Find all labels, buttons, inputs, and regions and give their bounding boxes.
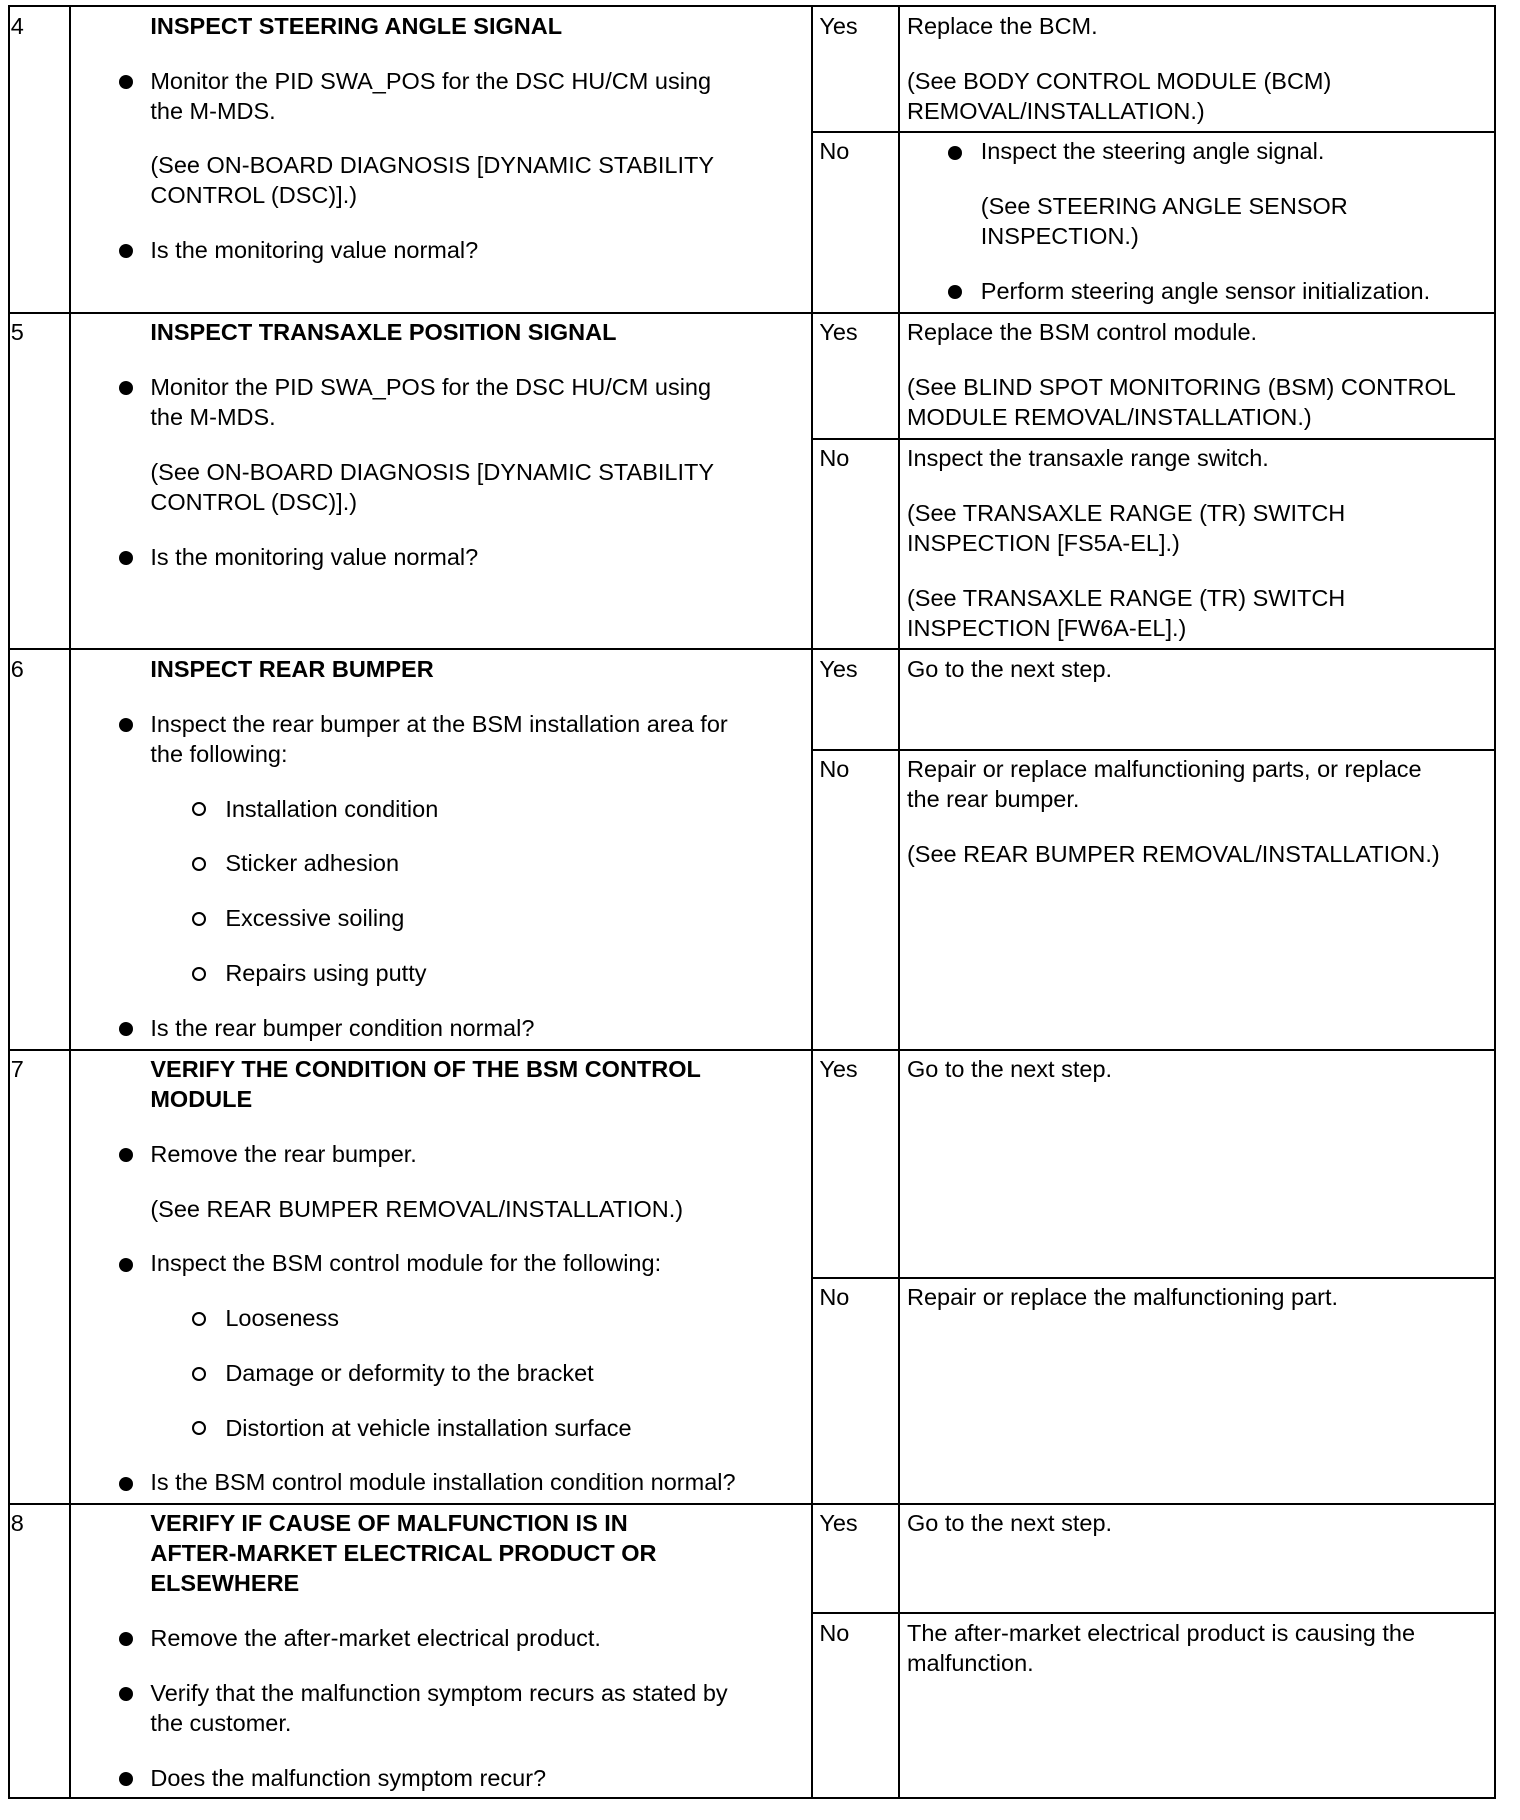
table-rule xyxy=(811,749,1496,751)
bullet-text: the M-MDS. xyxy=(150,404,276,431)
yes-label: Yes xyxy=(819,656,858,683)
step-number: 5 xyxy=(10,319,24,346)
no-action-text: Inspect the transaxle range switch. xyxy=(906,445,1269,472)
reference-note: INSPECTION.) xyxy=(980,223,1139,250)
bullet-text: Inspect the rear bumper at the BSM installation area for xyxy=(150,710,728,737)
sub-bullet-icon xyxy=(192,857,206,871)
bullet-icon xyxy=(948,146,962,160)
bullet-text: Is the BSM control module installation condition normal? xyxy=(150,1469,736,1496)
bullet-icon xyxy=(119,1022,133,1036)
reference-note: (See ON-BOARD DIAGNOSIS [DYNAMIC STABILITY xyxy=(150,458,715,485)
no-action-text: Perform steering angle sensor initialization. xyxy=(980,277,1431,304)
table-rule xyxy=(811,1612,1496,1614)
table-rule xyxy=(69,5,71,1799)
bullet-icon xyxy=(119,1772,133,1786)
step-heading: MODULE xyxy=(150,1086,253,1113)
yes-label: Yes xyxy=(819,1056,858,1083)
bullet-icon xyxy=(119,1477,133,1491)
bullet-icon xyxy=(119,1258,133,1272)
reference-note: (See STEERING ANGLE SENSOR xyxy=(980,193,1348,220)
bullet-text: Monitor the PID SWA_POS for the DSC HU/CM using xyxy=(150,67,712,94)
step-number: 4 xyxy=(10,12,24,39)
sub-bullet-icon xyxy=(192,1421,206,1435)
yes-action-text: Replace the BSM control module. xyxy=(906,319,1258,346)
yes-action-text: Replace the BCM. xyxy=(906,12,1098,39)
step-heading: ELSEWHERE xyxy=(150,1570,300,1597)
step-number: 8 xyxy=(10,1510,24,1537)
sub-item-text: Distortion at vehicle installation surface xyxy=(225,1414,632,1441)
yes-action-text: Go to the next step. xyxy=(906,1510,1113,1537)
table-rule xyxy=(898,5,900,1799)
no-label: No xyxy=(819,445,850,472)
bullet-icon xyxy=(948,285,962,299)
yes-action-text: Go to the next step. xyxy=(906,656,1113,683)
sub-bullet-icon xyxy=(192,1312,206,1326)
sub-item-text: Repairs using putty xyxy=(225,959,427,986)
no-action-text: The after-market electrical product is causing the xyxy=(906,1619,1416,1646)
table-rule xyxy=(8,1503,1497,1505)
bullet-text: the customer. xyxy=(150,1709,292,1736)
bullet-icon xyxy=(119,718,133,732)
table-rule xyxy=(8,1049,1497,1051)
bullet-icon xyxy=(119,1148,133,1162)
no-action-text: the rear bumper. xyxy=(906,786,1080,813)
bullet-icon xyxy=(119,381,133,395)
bullet-icon xyxy=(119,75,133,89)
step-heading: INSPECT TRANSAXLE POSITION SIGNAL xyxy=(150,319,617,346)
yes-label: Yes xyxy=(819,319,858,346)
bullet-text: Remove the after-market electrical product. xyxy=(150,1625,601,1652)
sub-item-text: Damage or deformity to the bracket xyxy=(225,1359,594,1386)
yes-action-text: Go to the next step. xyxy=(906,1056,1113,1083)
bullet-text: Monitor the PID SWA_POS for the DSC HU/CM using xyxy=(150,374,712,401)
no-action-text: INSPECTION [FW6A-EL].) xyxy=(906,614,1187,641)
sub-item-text: Installation condition xyxy=(225,795,439,822)
bullet-text: the M-MDS. xyxy=(150,97,276,124)
bullet-text: Is the monitoring value normal? xyxy=(150,237,479,264)
bullet-text: Does the malfunction symptom recur? xyxy=(150,1764,547,1791)
bullet-text: Is the rear bumper condition normal? xyxy=(150,1014,535,1041)
step-number: 7 xyxy=(10,1056,24,1083)
no-action-text: Repair or replace malfunctioning parts, or replace xyxy=(906,756,1422,783)
no-action-text: (See TRANSAXLE RANGE (TR) SWITCH xyxy=(906,584,1346,611)
table-rule xyxy=(8,5,1497,7)
reference-note: CONTROL (DSC)].) xyxy=(150,488,358,515)
reference-note: (See ON-BOARD DIAGNOSIS [DYNAMIC STABILITY xyxy=(150,152,715,179)
bullet-icon xyxy=(119,244,133,258)
sub-item-text: Sticker adhesion xyxy=(225,850,400,877)
step-heading: VERIFY IF CAUSE OF MALFUNCTION IS IN xyxy=(150,1510,628,1537)
step-heading: INSPECT REAR BUMPER xyxy=(150,656,434,683)
sub-bullet-icon xyxy=(192,967,206,981)
bullet-text: Verify that the malfunction symptom recurs as stated by xyxy=(150,1679,728,1706)
sub-bullet-icon xyxy=(192,912,206,926)
step-heading: INSPECT STEERING ANGLE SIGNAL xyxy=(150,12,563,39)
bullet-text: Is the monitoring value normal? xyxy=(150,543,479,570)
yes-action-text: MODULE REMOVAL/INSTALLATION.) xyxy=(906,404,1312,431)
step-number: 6 xyxy=(10,656,24,683)
bullet-icon xyxy=(119,1632,133,1646)
step-heading: VERIFY THE CONDITION OF THE BSM CONTROL xyxy=(150,1056,701,1083)
table-rule xyxy=(1494,5,1496,1799)
sub-bullet-icon xyxy=(192,802,206,816)
bullet-text: Remove the rear bumper. xyxy=(150,1140,417,1167)
table-rule xyxy=(8,312,1497,314)
sub-item-text: Looseness xyxy=(225,1305,339,1332)
no-label: No xyxy=(819,1284,850,1311)
sub-bullet-icon xyxy=(192,1367,206,1381)
yes-label: Yes xyxy=(819,1510,858,1537)
no-label: No xyxy=(819,1619,850,1646)
sub-item-text: Excessive soiling xyxy=(225,905,405,932)
yes-action-text: (See BODY CONTROL MODULE (BCM) xyxy=(906,67,1332,94)
no-action-text: INSPECTION [FS5A-EL].) xyxy=(906,529,1180,556)
table-rule xyxy=(811,438,1496,440)
table-rule xyxy=(8,1797,1497,1799)
reference-note: CONTROL (DSC)].) xyxy=(150,182,358,209)
yes-action-text: (See BLIND SPOT MONITORING (BSM) CONTROL xyxy=(906,374,1456,401)
table-rule xyxy=(8,648,1497,650)
no-label: No xyxy=(819,138,850,165)
table-rule xyxy=(811,131,1496,133)
bullet-icon xyxy=(119,551,133,565)
step-heading: AFTER-MARKET ELECTRICAL PRODUCT OR xyxy=(150,1540,657,1567)
no-action-text: (See TRANSAXLE RANGE (TR) SWITCH xyxy=(906,499,1346,526)
table-rule xyxy=(8,5,10,1799)
no-label: No xyxy=(819,756,850,783)
reference-note: (See REAR BUMPER REMOVAL/INSTALLATION.) xyxy=(150,1195,684,1222)
bullet-text: the following: xyxy=(150,740,288,767)
diagnostic-procedure-table xyxy=(8,8,1512,1818)
table-rule xyxy=(811,1277,1496,1279)
no-action-text: Repair or replace the malfunctioning part. xyxy=(906,1284,1339,1311)
yes-action-text: REMOVAL/INSTALLATION.) xyxy=(906,97,1205,124)
yes-label: Yes xyxy=(819,12,858,39)
no-action-text: malfunction. xyxy=(906,1649,1034,1676)
table-rule xyxy=(811,5,813,1799)
no-action-text: Inspect the steering angle signal. xyxy=(980,138,1325,165)
no-action-text: (See REAR BUMPER REMOVAL/INSTALLATION.) xyxy=(906,841,1440,868)
bullet-text: Inspect the BSM control module for the following: xyxy=(150,1250,662,1277)
bullet-icon xyxy=(119,1687,133,1701)
